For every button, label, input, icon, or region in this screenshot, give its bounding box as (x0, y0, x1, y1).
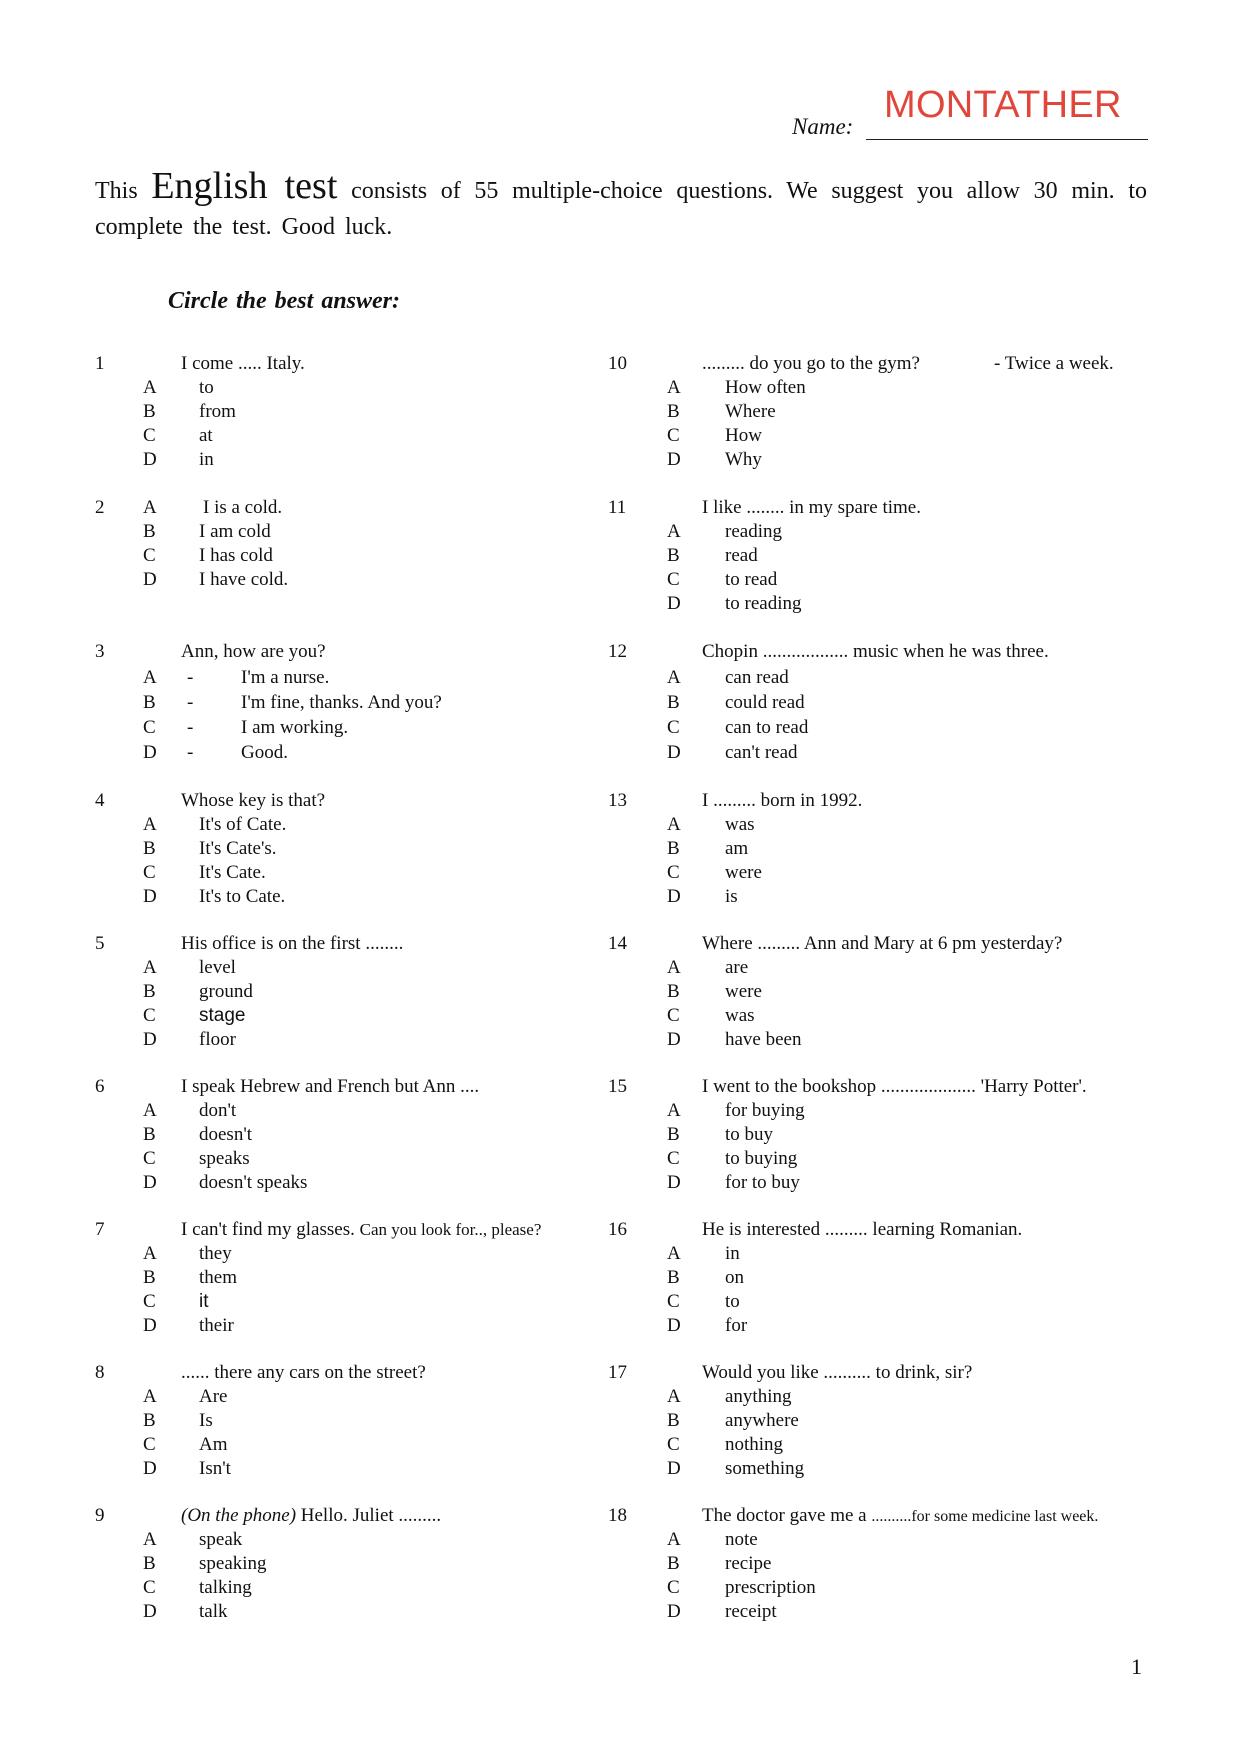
question-text: ......... do you go to the gym? (702, 353, 920, 374)
name-underline (866, 139, 1148, 140)
question-number: 18 (608, 1505, 627, 1526)
question-number: 4 (95, 790, 105, 811)
question-number: 17 (608, 1362, 627, 1383)
question-text: ...... there any cars on the street? (181, 1362, 426, 1383)
question-number: 11 (608, 497, 627, 518)
question-text: I speak Hebrew and French but Ann .... (181, 1076, 480, 1097)
question-number: 15 (608, 1076, 627, 1097)
question-text: I ......... born in 1992. (702, 790, 863, 811)
answer-text: - Twice a week. (994, 353, 1114, 374)
question-number: 7 (95, 1219, 105, 1240)
question-text: The doctor gave me a ..........for some medicine last week. (702, 1505, 1099, 1526)
intro-english-test: English test (151, 165, 338, 207)
question-number: 14 (608, 933, 627, 954)
question-text: Chopin .................. music when he was three. (702, 641, 1049, 662)
question-number: 2 (95, 497, 105, 518)
question-text: (On the phone) Hello. Juliet ......... (181, 1505, 442, 1526)
question-text: I like ........ in my spare time. (702, 497, 921, 518)
question-number: 6 (95, 1076, 105, 1097)
intro-this: This (95, 178, 138, 204)
name-label: Name: (792, 114, 854, 139)
question-number: 3 (95, 641, 105, 662)
student-name: MONTATHER (884, 84, 1122, 126)
question-text: His office is on the first ........ (181, 933, 404, 954)
intro-rest: consists of 55 multiple-choice questions. We suggest you allow 30 min. to complete the test. Good luck. (95, 178, 1147, 240)
question-number: 16 (608, 1219, 627, 1240)
page-number: 1 (1131, 1654, 1142, 1679)
question-number: 13 (608, 790, 627, 811)
intro-paragraph (95, 165, 1147, 245)
question-number: 8 (95, 1362, 105, 1383)
question-text: Would you like .......... to drink, sir? (702, 1362, 973, 1383)
question-number: 10 (608, 353, 627, 374)
question-text: I can't find my glasses. Can you look for.., please? (181, 1219, 542, 1240)
test-page: MONTATHER Name: This English test consists of 55 multiple-choice questions. We suggest you allow 30 min. to complete the test. Good luck. Circle the best answer: 1 I come ..... Italy. A to B from C at D in 2 A I is a cold. B I am cold C I has cold D I have cold. 3 Ann, how are you? A - I'm a nurse. B - I'm fine, thanks. And you? C - I am working. D - Good. 4 Whose key is that? A It's of Cate. B It's Cate's. C It's Cate. D It's to Cate. 5 His office is on the first ........ A level B ground C stage D floor 6 I speak Hebrew and French but Ann .... A don't B doesn't C speaks D doesn't speaks 7 I can't find my glasses. Can you look for.., please? A they B them C it D their 8 ...... there any cars on the street? A Are B Is C Am D Isn't 9 (On the phone) Hello. Juliet ......... A speak B speaking C talking D talk 10 ......... do you go to the gym? - Twice a week. A How often B Where C How D Why 11 I like ........ in my spare time. A reading B read C to read D to reading 12 Chopin .................. music when he was three. A can read B could read C can to read D can't read 13 I ......... born in 1992. A was B am C were D is 14 Where ......... Ann and Mary at 6 pm yesterday? A are B were C was D have been 15 I went to the bookshop .................... 'Harry Potter'. A for buying B to buy C to buying D for to buy 16 He is interested ......... learning Romanian. A in B on C to D for 17 Would you like .......... to drink, sir? A anything B anywhere C nothing D something 18 The doctor gave me a ..........for some medicine last week. A note B recipe C prescription D receipt 1 (95, 84, 1147, 1679)
instruction-heading: Circle the best answer: (168, 288, 400, 314)
question-text: He is interested ......... learning Romanian. (702, 1219, 1023, 1240)
question-text: Whose key is that? (181, 790, 326, 811)
question-text: Where ......... Ann and Mary at 6 pm yesterday? (702, 933, 1063, 954)
question-number: 5 (95, 933, 105, 954)
question-text: I come ..... Italy. (181, 353, 305, 374)
question-text: I went to the bookshop .................... 'Harry Potter'. (702, 1076, 1087, 1097)
question-number: 12 (608, 641, 627, 662)
question-number: 1 (95, 353, 105, 374)
question-number: 9 (95, 1505, 105, 1526)
question-text: Ann, how are you? (181, 641, 326, 662)
